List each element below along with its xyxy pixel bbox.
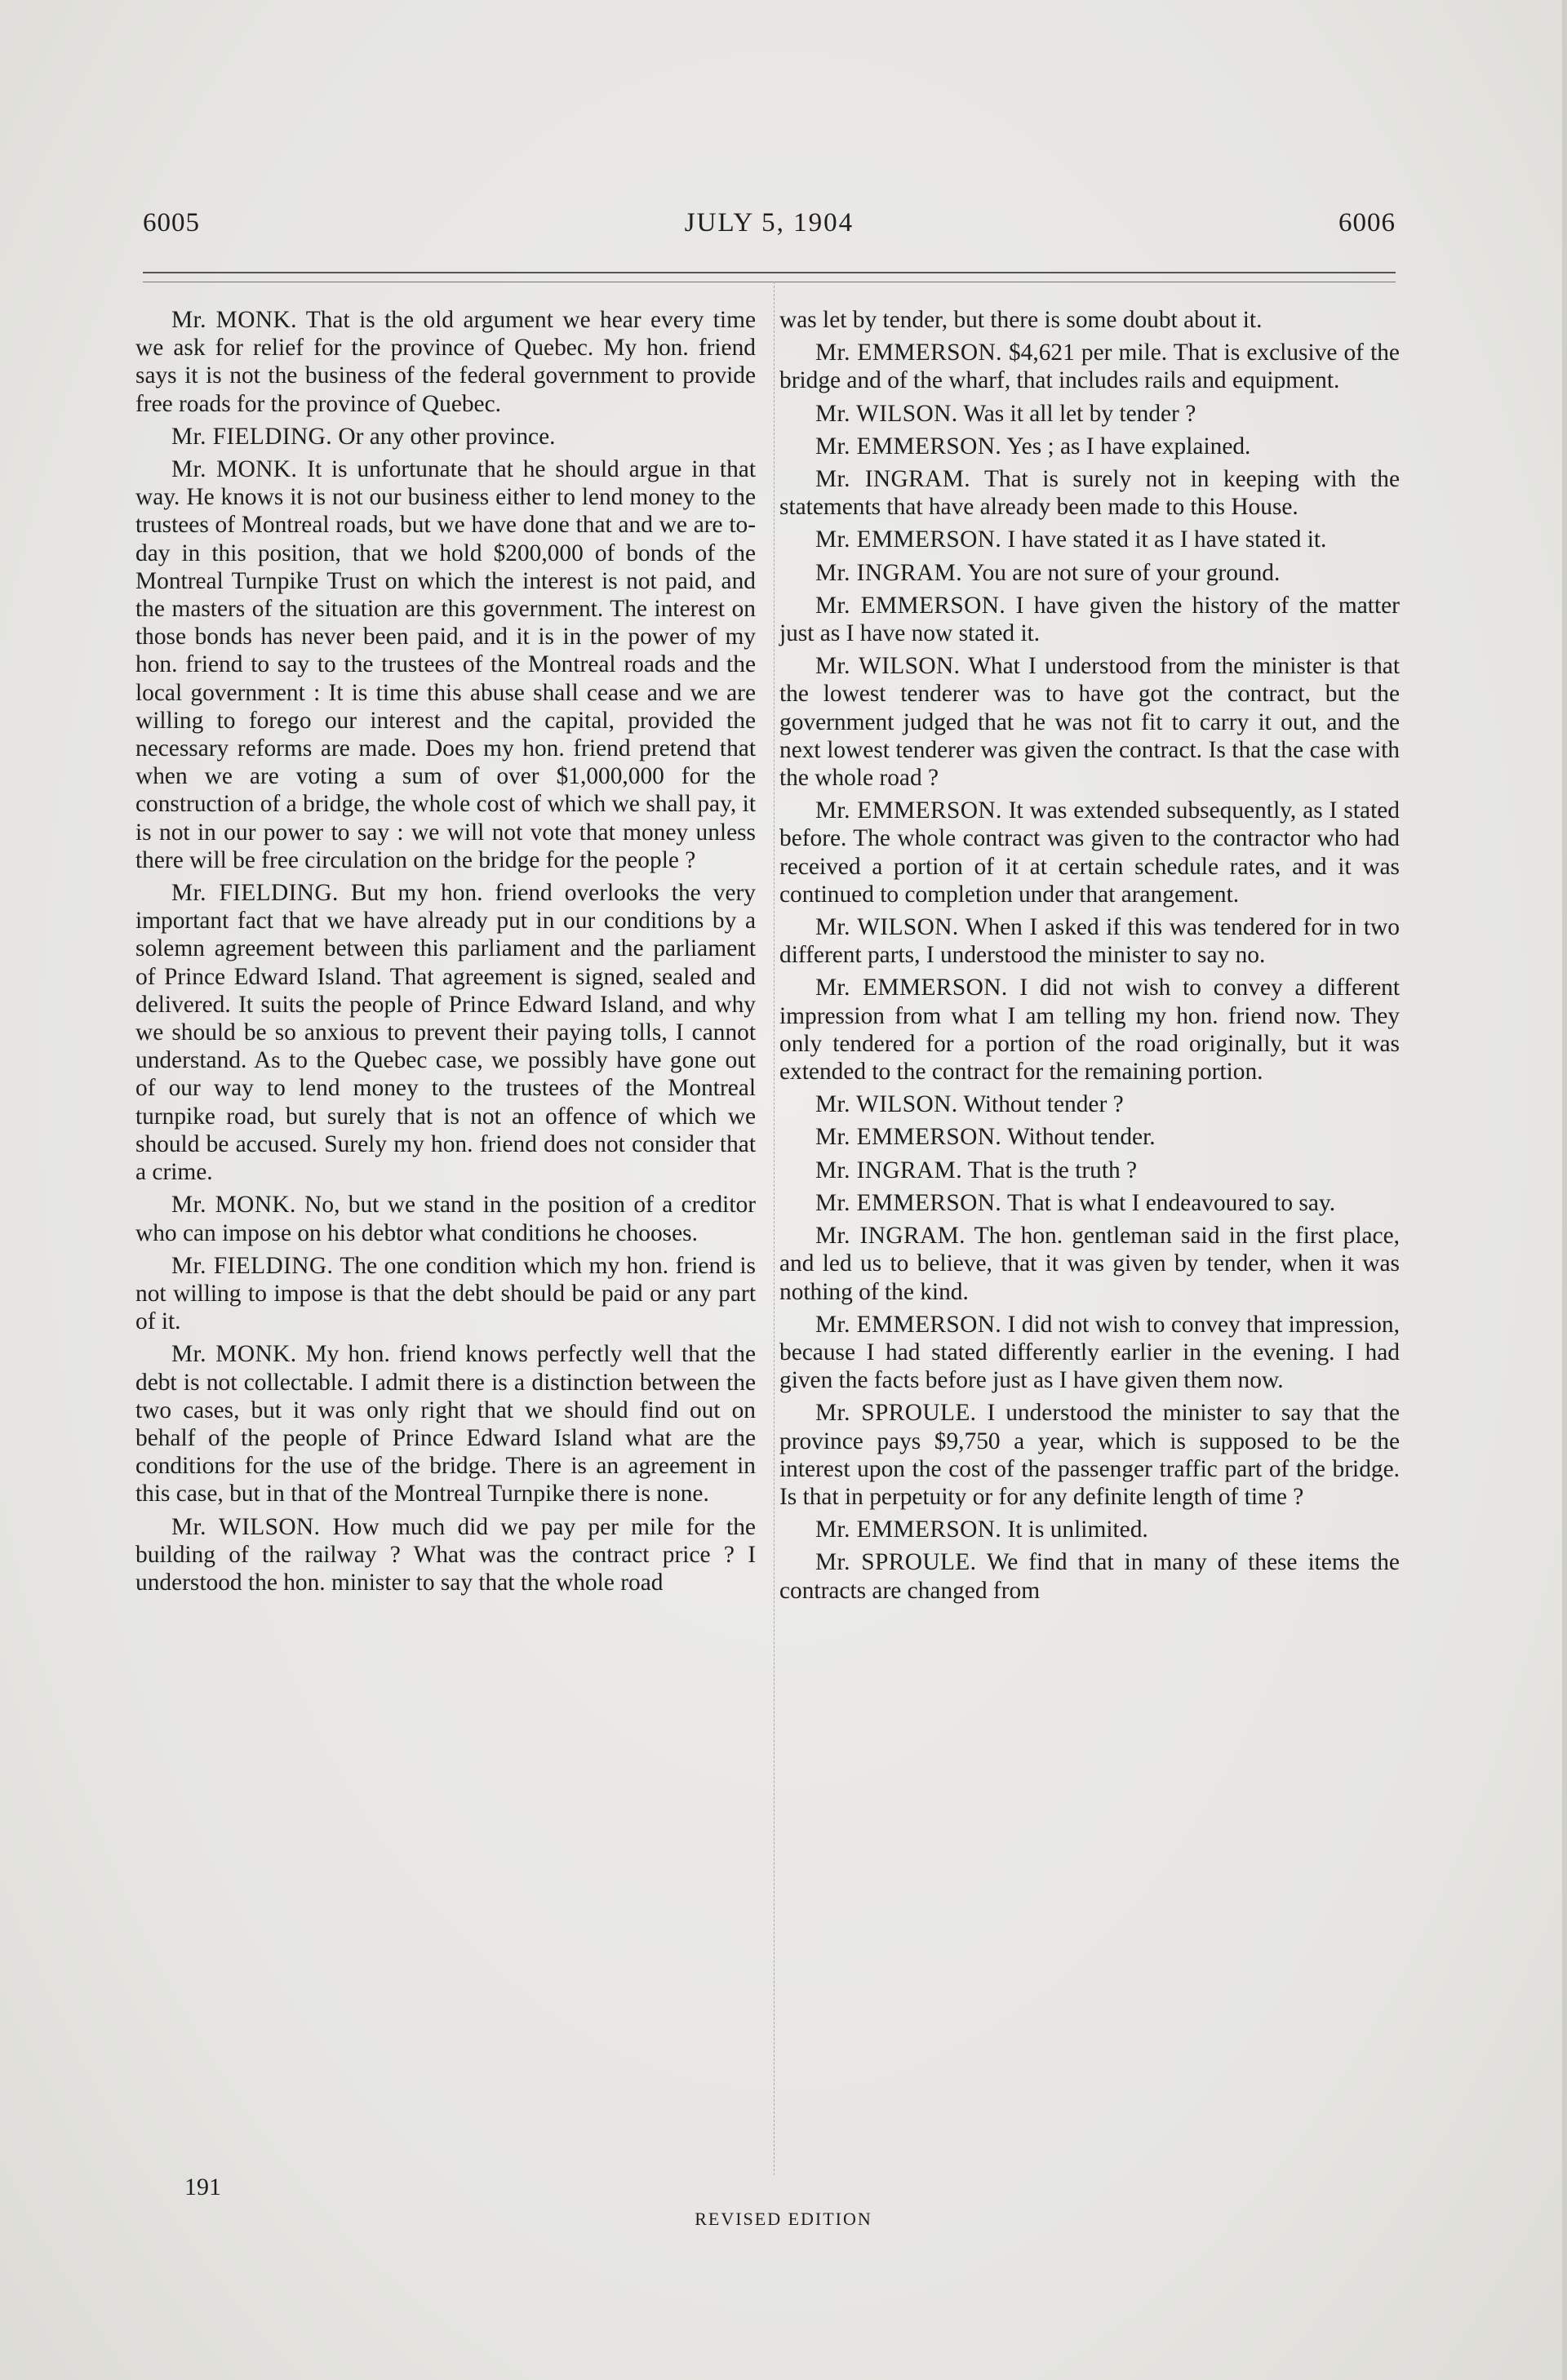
speech-text: Or any other province. <box>338 423 556 450</box>
speech-text: What I understood from the minister is that the lowest tenderer was to have got the contract, but the government judged that he was not fit to carry it out, and the next lowest tenderer was given the contract. Is that the case with the whole road ? <box>779 653 1400 792</box>
speaker-name: Mr. EMMERSON. <box>815 526 1002 553</box>
paragraph <box>135 1340 756 1507</box>
speaker-name: Mr. WILSON. <box>815 1091 958 1118</box>
speaker-name: Mr. EMMERSON. <box>815 975 1008 1001</box>
speaker-name: Mr. WILSON. <box>171 1513 321 1540</box>
paragraph <box>779 1516 1400 1543</box>
speaker-name: Mr. EMMERSON. <box>815 1124 1002 1151</box>
paragraph <box>779 465 1400 521</box>
speech-text: That is the truth ? <box>967 1157 1138 1183</box>
paragraph <box>779 1548 1400 1604</box>
column-divider <box>774 282 775 2175</box>
speaker-name: Mr. WILSON. <box>815 653 961 680</box>
page-edge <box>1562 0 1567 2380</box>
paragraph <box>779 1123 1400 1151</box>
speaker-name: Mr. EMMERSON. <box>815 1516 1002 1543</box>
speech-text: $4,621 per mile. That is exclusive of the bridge and of the wharf, that includes rails and equipment. <box>779 340 1400 394</box>
speaker-name: Mr. SPROULE. <box>815 1400 977 1427</box>
folio-number: 191 <box>184 2174 221 2200</box>
paragraph <box>779 652 1400 792</box>
speaker-name: Mr. SPROULE. <box>815 1549 977 1576</box>
speech-text: When I asked if this was tendered for in two different parts, I understood the minister to say no. <box>779 914 1400 969</box>
paragraph <box>135 1191 756 1246</box>
speech-text: I have given the history of the matter just as I have now stated it. <box>779 592 1400 647</box>
paragraph <box>779 974 1400 1086</box>
speech-text: My hon. friend knows perfectly well that the debt is not collectable. I admit there is a distinction between the two cases, but it was only right that we should find out on behalf of the people of Prince Edward Island what are the conditions for the use of the bridge. There is an agreement in this case, but in that of the Montreal Turnpike there is none. <box>135 1341 756 1507</box>
speech-text: We find that in many of these items the contracts are changed from <box>779 1549 1400 1604</box>
speech-text: was let by tender, but there is some doubt about it. <box>779 307 1263 333</box>
speech-text: That is surely not in keeping with the statements that have already been made to this House. <box>779 466 1400 521</box>
paragraph <box>135 423 756 451</box>
speech-text: You are not sure of your ground. <box>967 559 1281 586</box>
paragraph <box>779 913 1400 969</box>
speech-text: No, but we stand in the position of a creditor who can impose on his debtor what conditions he chooses. <box>135 1192 756 1246</box>
speech-text: It is unfortunate that he should argue in that way. He knows it is not our business either to lend money to the trustees of Montreal roads, but we have done that and we are to-day in this position, that we hold $200,000 of bonds of the Montreal Turnpike Trust on which the interest is not paid, and the masters of the situation are this government. The interest on those bonds has never been paid, and it is in the power of my hon. friend to say to the trustees of the Montreal roads and the local government : It is time this abuse shall cease and we are willing to forego our interest and the capital, provided the necessary reforms are made. Does my hon. friend pretend that when we are voting a sum of over $1,000,000 for the construction of a bridge, the whole cost of which we shall pay, it is not in our power to say : we will not vote that money unless there will be free circulation on the bridge for the people ? <box>135 456 756 873</box>
speech-text: But my hon. friend overlooks the very important fact that we have already put in our conditions by a solemn agreement between this parliament and the parliament of Prince Edward Island. That agreement is signed, sealed and delivered. It suits the people of Prince Edward Island, and why we should be so anxious to prevent their paying tolls, I cannot understand. As to the Quebec case, we possibly have gone out of our way to lend money to the trustees of the Montreal turnpike road, but surely that is not an offence of which we should be accused. Surely my hon. friend does not consider that a crime. <box>135 880 756 1186</box>
speech-text: That is what I endeavoured to say. <box>1006 1189 1336 1216</box>
header-rule <box>143 272 1396 273</box>
paragraph <box>779 559 1400 587</box>
speaker-name: Mr. WILSON. <box>815 400 958 427</box>
speaker-name: Mr. MONK. <box>171 307 297 333</box>
paragraph <box>779 592 1400 647</box>
speech-text: I have stated it as I have stated it. <box>1007 526 1327 553</box>
speech-text: Was it all let by tender ? <box>963 400 1196 427</box>
paragraph <box>779 1157 1400 1184</box>
speech-text: The one condition which my hon. friend is not willing to impose is that the debt should be paid or any part of it. <box>135 1252 756 1335</box>
speech-text: Without tender ? <box>963 1091 1124 1118</box>
page-header <box>143 208 1396 249</box>
speech-text: That is the old argument we hear every time we ask for relief for the province of Quebec. My hon. friend says it is not the business of the federal government to provide free roads for the province of Quebec. <box>135 307 757 417</box>
page-number-left: 6005 <box>143 208 200 238</box>
speech-text: Yes ; as I have explained. <box>1006 433 1251 460</box>
speaker-name: Mr. INGRAM. <box>815 466 971 493</box>
paragraph <box>779 1399 1400 1511</box>
speech-text: I did not wish to convey a different impression from what I am telling my hon. friend now. They only tendered for a portion of the road originally, but it was extended to the contract for the remaining portion. <box>779 975 1400 1086</box>
speaker-name: Mr. INGRAM. <box>815 559 962 586</box>
edition-label: REVISED EDITION <box>695 2209 872 2229</box>
speech-text: I understood the minister to say that the province pays $9,750 a year, which is supposed to be the interest upon the cost of the passenger traffic part of the bridge. Is that in perpetuity or for any definite length of time ? <box>779 1400 1400 1510</box>
right-column <box>779 306 1400 1610</box>
speaker-name: Mr. FIELDING. <box>171 880 339 907</box>
page-number-right: 6006 <box>1338 208 1396 238</box>
speaker-name: Mr. EMMERSON. <box>815 797 1002 824</box>
paragraph <box>779 306 1400 334</box>
speech-text: I did not wish to convey that impression, because I had stated differently earlier in the evening. I had given the facts before just as I have given them now. <box>779 1311 1400 1394</box>
speech-text: The hon. gentleman said in the first place, and led us to believe, that it was given by tender, when it was nothing of the kind. <box>779 1223 1400 1305</box>
speech-text: It is unlimited. <box>1007 1516 1148 1543</box>
speaker-name: Mr. EMMERSON. <box>815 592 1006 619</box>
speech-text: How much did we pay per mile for the building of the railway ? What was the contract price ? I understood the hon. minister to say that the whole road <box>135 1513 756 1596</box>
paragraph <box>779 1090 1400 1118</box>
speaker-name: Mr. FIELDING. <box>171 423 333 450</box>
speaker-name: Mr. EMMERSON. <box>815 1311 1002 1338</box>
left-column <box>135 306 756 1601</box>
speaker-name: Mr. INGRAM. <box>815 1157 962 1183</box>
speech-text: Without tender. <box>1006 1124 1156 1151</box>
paragraph <box>779 526 1400 553</box>
speaker-name: Mr. MONK. <box>171 1192 296 1219</box>
speaker-name: Mr. MONK. <box>171 1341 297 1368</box>
paragraph <box>779 1189 1400 1217</box>
speech-text: It was extended subsequently, as I stated before. The whole contract was given to the contractor who had received a portion of it at certain schedule rates, and it was continued to completion under that arangement. <box>779 797 1400 908</box>
paragraph <box>779 400 1400 428</box>
paragraph <box>779 1222 1400 1306</box>
paragraph <box>135 306 756 418</box>
paragraph <box>779 433 1400 460</box>
speaker-name: Mr. WILSON. <box>815 914 959 941</box>
paragraph <box>779 339 1400 394</box>
speaker-name: Mr. EMMERSON. <box>815 433 1002 460</box>
speaker-name: Mr. INGRAM. <box>815 1223 966 1250</box>
speaker-name: Mr. FIELDING. <box>171 1252 334 1279</box>
speaker-name: Mr. EMMERSON. <box>815 340 1002 366</box>
paragraph <box>779 797 1400 908</box>
paragraph <box>135 1252 756 1336</box>
speaker-name: Mr. EMMERSON. <box>815 1189 1002 1216</box>
page-date: JULY 5, 1904 <box>684 208 855 238</box>
speaker-name: Mr. MONK. <box>171 456 298 483</box>
paragraph <box>135 879 756 1186</box>
paragraph <box>135 455 756 874</box>
paragraph <box>779 1311 1400 1395</box>
paragraph <box>135 1513 756 1597</box>
